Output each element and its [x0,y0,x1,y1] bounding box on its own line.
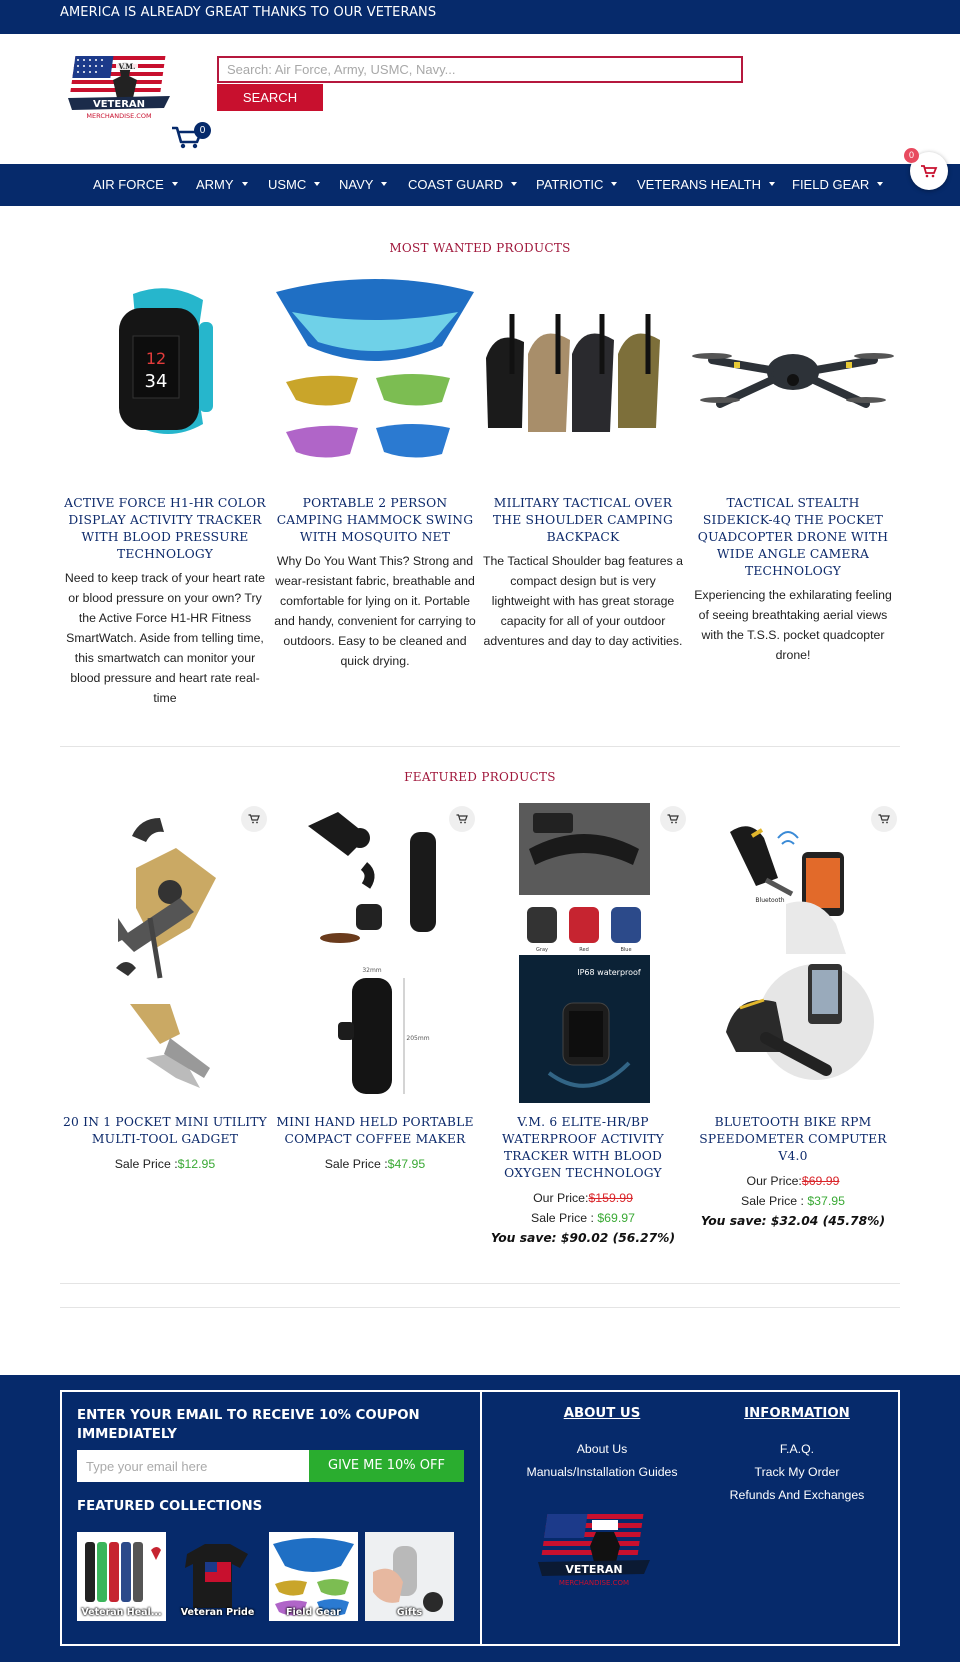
nav-label: VETERANS HEALTH [637,177,762,192]
bluetooth-label: Bluetooth [755,897,785,904]
newsletter-heading: ENTER YOUR EMAIL TO RECEIVE 10% COUPON IMMEDIATELY [77,1408,420,1442]
you-save-text: You save: $90.02 (56.27%) [490,1231,676,1245]
our-price-label: Our Price: [746,1174,802,1188]
collection-veteran-pride[interactable] [173,1532,262,1621]
product-image-multi-tool[interactable] [100,808,230,1100]
product-image-drone[interactable] [690,330,896,430]
sale-price-line [480,1208,686,1228]
product-title[interactable]: ACTIVE FORCE H1-HR COLOR DISPLAY ACTIVITY TRACKER WITH BLOOD PRESSURE TECHNOLOGY [64,496,266,561]
waterproof-label: IP68 waterproof [577,968,641,977]
sale-price: $69.97 [597,1211,635,1225]
nav-label: ARMY [196,177,234,192]
footer-separator [480,1392,482,1644]
collection-field-gear[interactable] [269,1532,358,1621]
nav-item-usmc[interactable] [268,177,320,192]
featured-title: FEATURED PRODUCTS [404,770,556,784]
sale-price-line [690,1191,896,1211]
search-input[interactable] [217,56,743,83]
collection-label: Gifts [396,1607,423,1618]
coupon-submit-button[interactable]: GIVE ME 10% OFF [309,1450,464,1482]
announcement-bar [0,0,960,34]
product-description: Why Do You Want This? Strong and wear-resistant fabric, breathable and comfortable for lying on it. Portable and handy, convenient for carrying to outdoors. Easy to be cleaned and quick drying. [274,554,476,668]
most-wanted-product-1 [62,495,268,708]
section-divider [60,1307,900,1308]
collection-gifts[interactable] [365,1532,454,1621]
dimension-height-label: 205mm [406,1035,430,1042]
footer-link-track-order[interactable]: Track My Order [754,1465,840,1479]
search-button[interactable]: SEARCH [217,84,323,111]
footer [0,1375,960,1662]
footer-logo-subtext: MERCHANDISE.COM [558,1579,630,1587]
nav-item-coast-guard[interactable] [408,177,517,192]
nav-label: PATRIOTIC [536,177,604,192]
cart-icon [920,164,938,178]
add-to-cart-button[interactable] [660,806,686,832]
featured-product-4 [690,1114,896,1231]
collection-label: Field Gear [286,1607,341,1618]
email-field[interactable] [77,1450,309,1482]
featured-product-2 [272,1114,478,1174]
caret-down-icon [769,182,775,186]
most-wanted-product-4 [690,495,896,665]
product-image-activity-tracker[interactable] [93,284,233,474]
add-to-cart-button[interactable] [871,806,897,832]
product-title[interactable]: MINI HAND HELD PORTABLE COMPACT COFFEE MAKER [276,1115,474,1146]
product-title[interactable]: BLUETOOTH BIKE RPM SPEEDOMETER COMPUTER V4.0 [699,1115,887,1163]
information-heading[interactable]: INFORMATION [744,1406,850,1421]
nav-item-patriotic[interactable] [536,177,617,192]
product-image-bike-speedometer[interactable] [716,812,876,1102]
add-to-cart-button[interactable] [449,806,475,832]
product-title[interactable]: 20 IN 1 POCKET MINI UTILITY MULTI-TOOL GADGET [63,1115,267,1146]
most-wanted-product-2 [272,495,478,671]
nav-item-veterans-health[interactable] [637,177,775,192]
floating-cart-button[interactable] [910,152,948,190]
nav-label: AIR FORCE [93,177,164,192]
caret-down-icon [381,182,387,186]
dimension-width-label: 32mm [362,967,382,974]
announcement-text: AMERICA IS ALREADY GREAT THANKS TO OUR VETERANS [60,5,437,20]
product-image-hammock[interactable] [272,272,478,482]
product-description: Need to keep track of your heart rate or blood pressure on your own? Try the Active Force H1-HR Fitness SmartWatch. Aside from telling time, this smartwatch can monitor your blood pressure and heart rate real-time [64,571,266,705]
collection-veteran-health[interactable] [77,1532,166,1621]
caret-down-icon [172,182,178,186]
footer-logo-wordmark: VETERAN [565,1563,623,1576]
our-price-label: Our Price: [533,1191,589,1205]
cart-icon [667,814,679,824]
about-us-heading[interactable]: ABOUT US [563,1406,641,1421]
price-line [62,1154,268,1174]
cart-icon [248,814,260,824]
price-line [272,1154,478,1174]
add-to-cart-button[interactable] [241,806,267,832]
collection-label: Veteran Heal... [81,1607,162,1618]
caret-down-icon [611,182,617,186]
logo-wordmark: VETERAN [92,99,146,110]
footer-logo[interactable] [534,1510,654,1596]
footer-panel [60,1390,900,1646]
logo-subtext: MERCHANDISE.COM [86,112,152,120]
watch-display-hour: 12 [145,349,167,368]
footer-link-faq[interactable]: F.A.Q. [779,1442,815,1456]
site-logo[interactable] [64,52,174,126]
our-price-line [480,1188,686,1208]
featured-product-3 [480,1114,686,1248]
caret-down-icon [242,182,248,186]
product-title[interactable]: PORTABLE 2 PERSON CAMPING HAMMOCK SWING WITH MOSQUITO NET [276,496,474,544]
cart-icon [878,814,890,824]
section-divider [60,746,900,747]
sale-price-label: Sale Price : [324,1157,388,1171]
sale-price-label: Sale Price : [531,1211,598,1225]
you-save-text: You save: $32.04 (45.78%) [700,1214,886,1228]
watch-display-minute: 34 [144,371,168,392]
floating-cart-count: 0 [904,148,919,163]
nav-label: COAST GUARD [408,177,504,192]
cart-count-badge[interactable]: 0 [194,122,211,139]
featured-product-1 [62,1114,268,1174]
product-image-smart-tracker[interactable] [519,803,650,1103]
nav-item-air-force[interactable] [93,177,178,192]
product-image-coffee-maker[interactable] [300,812,450,1102]
our-price-line [690,1171,896,1191]
nav-item-navy[interactable] [339,177,387,192]
nav-label: USMC [268,177,307,192]
nav-label: NAVY [339,177,374,192]
sale-price: $47.95 [387,1157,426,1171]
footer-link-about-us[interactable]: About Us [576,1442,628,1456]
nav-item-army[interactable] [196,177,248,192]
footer-link-refunds[interactable]: Refunds And Exchanges [729,1488,865,1502]
nav-label: FIELD GEAR [792,177,870,192]
section-divider [60,1283,900,1284]
product-title[interactable]: TACTICAL STEALTH SIDEKICK-4Q THE POCKET QUADCOPTER DRONE WITH WIDE ANGLE CAMERA TECHNOLOGY [697,496,889,578]
sale-price: $37.95 [807,1194,845,1208]
caret-down-icon [877,182,883,186]
most-wanted-product-3 [480,495,686,651]
footer-link-manuals[interactable]: Manuals/Installation Guides [526,1465,678,1479]
most-wanted-title: MOST WANTED PRODUCTS [389,241,571,255]
sale-price-label: Sale Price : [741,1194,808,1208]
product-image-backpack[interactable] [480,310,686,440]
cart-icon [456,814,468,824]
product-description: The Tactical Shoulder bag features a compact design but is very lightweight with has great storage capacity for all of your outdoor adventures and day to day activities. [482,554,684,648]
featured-collections-heading: FEATURED COLLECTIONS [77,1499,263,1514]
sale-price-label: Sale Price : [114,1157,178,1171]
nav-item-field-gear[interactable] [792,177,883,192]
collection-label: Veteran Pride [180,1607,255,1618]
product-description: Experiencing the exhilarating feeling of seeing breathtaking aerial views with the T.S.S. pocket quadcopter drone! [694,588,892,662]
color-option-label: Red [579,947,589,953]
product-title[interactable]: MILITARY TACTICAL OVER THE SHOULDER CAMPING BACKPACK [492,496,674,544]
our-price: $69.99 [801,1174,840,1188]
color-option-label: Blue [620,947,632,953]
caret-down-icon [314,182,320,186]
main-navigation [0,164,960,206]
our-price: $159.99 [588,1191,633,1205]
caret-down-icon [511,182,517,186]
product-title[interactable]: V.M. 6 ELITE-HR/BP WATERPROOF ACTIVITY TRACKER WITH BLOOD OXYGEN TECHNOLOGY [501,1115,664,1180]
color-option-label: Gray [536,947,548,953]
svg-text:V.M.: V.M. [118,62,136,71]
sale-price: $12.95 [177,1157,216,1171]
